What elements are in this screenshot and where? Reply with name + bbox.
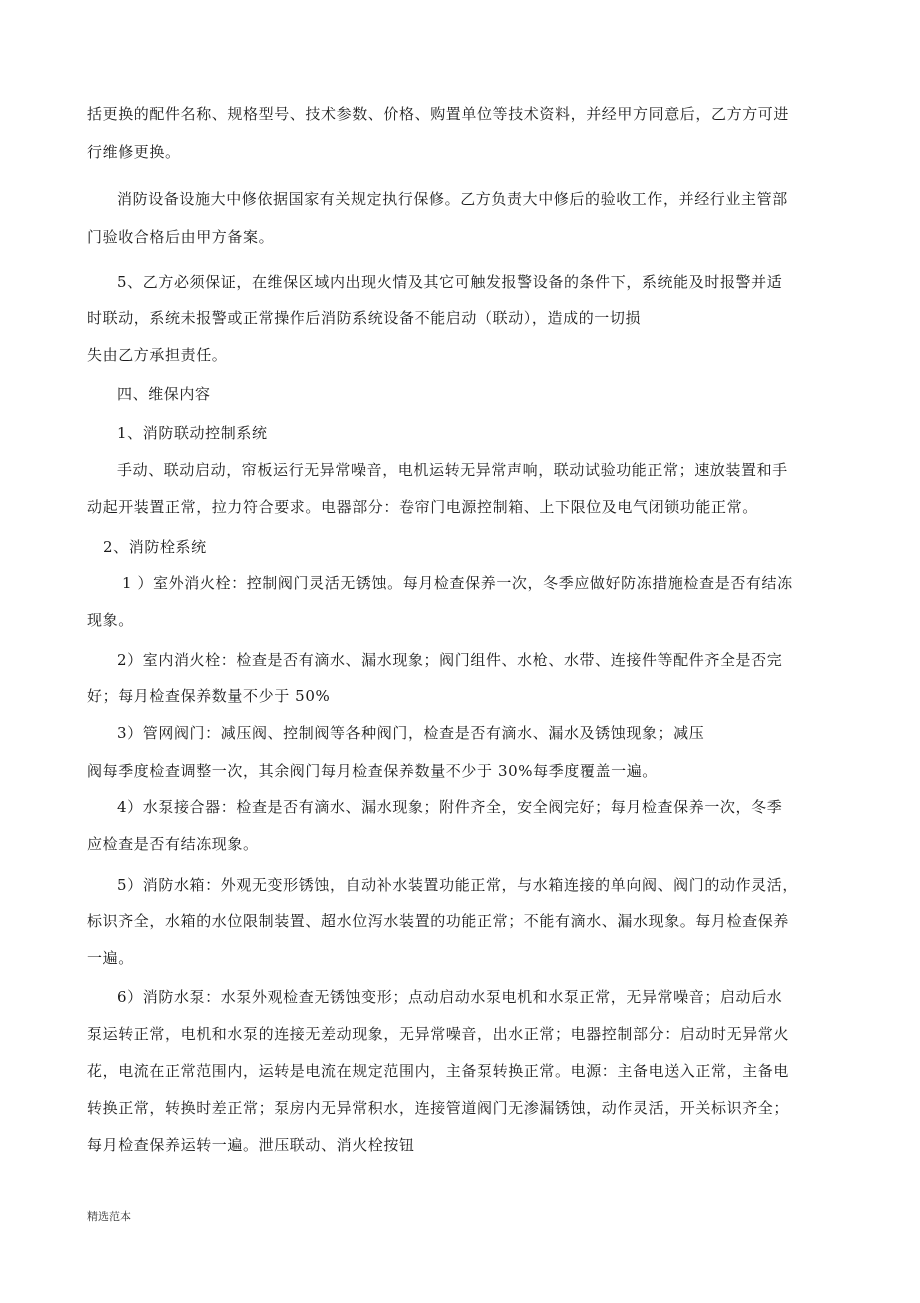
text-line: 4）水泵接合器：检查是否有滴水、漏水现象；附件齐全，安全阀完好；每月检查保养一次，冬季	[117, 798, 783, 816]
text-line: 失由乙方承担责任。	[87, 346, 228, 364]
page-footer: 精选范本	[87, 1210, 131, 1223]
text-line: 1 ）室外消火栓：控制阀门灵活无锈蚀。每月检查保养一次，冬季应做好防冻措施检查是否有结冻	[122, 574, 793, 592]
text-line: 消防设备设施大中修依据国家有关规定执行保修。乙方负责大中修后的验收工作，并经行业主管部	[117, 190, 788, 208]
subsection-heading: 2、消防栓系统	[103, 538, 207, 556]
text-line: 5、乙方必须保证，在维保区域内出现火情及其它可触发报警设备的条件下，系统能及时报警并适	[117, 273, 783, 291]
text-line: 阀每季度检查调整一次，其余阀门每月检查保养数量不少于 30%每季度覆盖一遍。	[87, 762, 658, 780]
text-line: 花，电流在正常范围内，运转是电流在规定范围内，主备泵转换正常。电源：主备电送入正常，主备电	[87, 1062, 790, 1080]
subsection-heading: 1、消防联动控制系统	[117, 424, 268, 442]
text-line: 转换正常，转换时差正常；泵房内无异常积水，连接管道阀门无渗漏锈蚀，动作灵活，开关标识齐全；	[87, 1099, 790, 1117]
text-line: 应检查是否有结冻现象。	[87, 835, 259, 853]
text-line: 门验收合格后由甲方备案。	[87, 228, 275, 246]
text-line: 手动、联动启动，帘板运行无异常噪音，电机运转无异常声响，联动试验功能正常；速放装置和手	[117, 461, 788, 479]
text-line: 2）室内消火栓：检查是否有滴水、漏水现象；阀门组件、水枪、水带、连接件等配件齐全是否完	[117, 651, 783, 669]
text-line: 现象。	[87, 611, 134, 629]
text-line: 每月检查保养运转一遍。泄压联动、消火栓按钮	[87, 1136, 415, 1154]
text-line: 好；每月检查保养数量不少于 50%	[87, 687, 331, 705]
text-line: 3）管网阀门：减压阀、控制阀等各种阀门，检查是否有滴水、漏水及锈蚀现象；减压	[117, 724, 705, 742]
text-line: 6）消防水泵：水泵外观检查无锈蚀变形；点动启动水泵电机和水泵正常，无异常噪音；启动后水	[117, 988, 783, 1006]
text-line: 一遍。	[87, 949, 134, 967]
section-heading: 四、维保内容	[117, 385, 211, 403]
text-line: 标识齐全，水箱的水位限制装置、超水位泻水装置的功能正常；不能有滴水、漏水现象。每月检查保养	[87, 912, 790, 930]
text-line: 动起开装置正常，拉力符合要求。电器部分：卷帘门电源控制箱、上下限位及电气闭锁功能正常。	[87, 498, 758, 516]
text-line: 泵运转正常，电机和水泵的连接无差动现象，无异常噪音，出水正常；电器控制部分：启动时无异常火	[87, 1025, 790, 1043]
text-line: 时联动，系统未报警或正常操作后消防系统设备不能启动（联动），造成的一切损	[87, 309, 642, 327]
text-line: 括更换的配件名称、规格型号、技术参数、价格、购置单位等技术资料，并经甲方同意后，乙方方可进	[87, 105, 790, 123]
text-line: 5）消防水箱：外观无变形锈蚀，自动补水装置功能正常，与水箱连接的单向阀、阀门的动作灵活，	[117, 876, 798, 894]
text-line: 行维修更换。	[87, 143, 181, 161]
